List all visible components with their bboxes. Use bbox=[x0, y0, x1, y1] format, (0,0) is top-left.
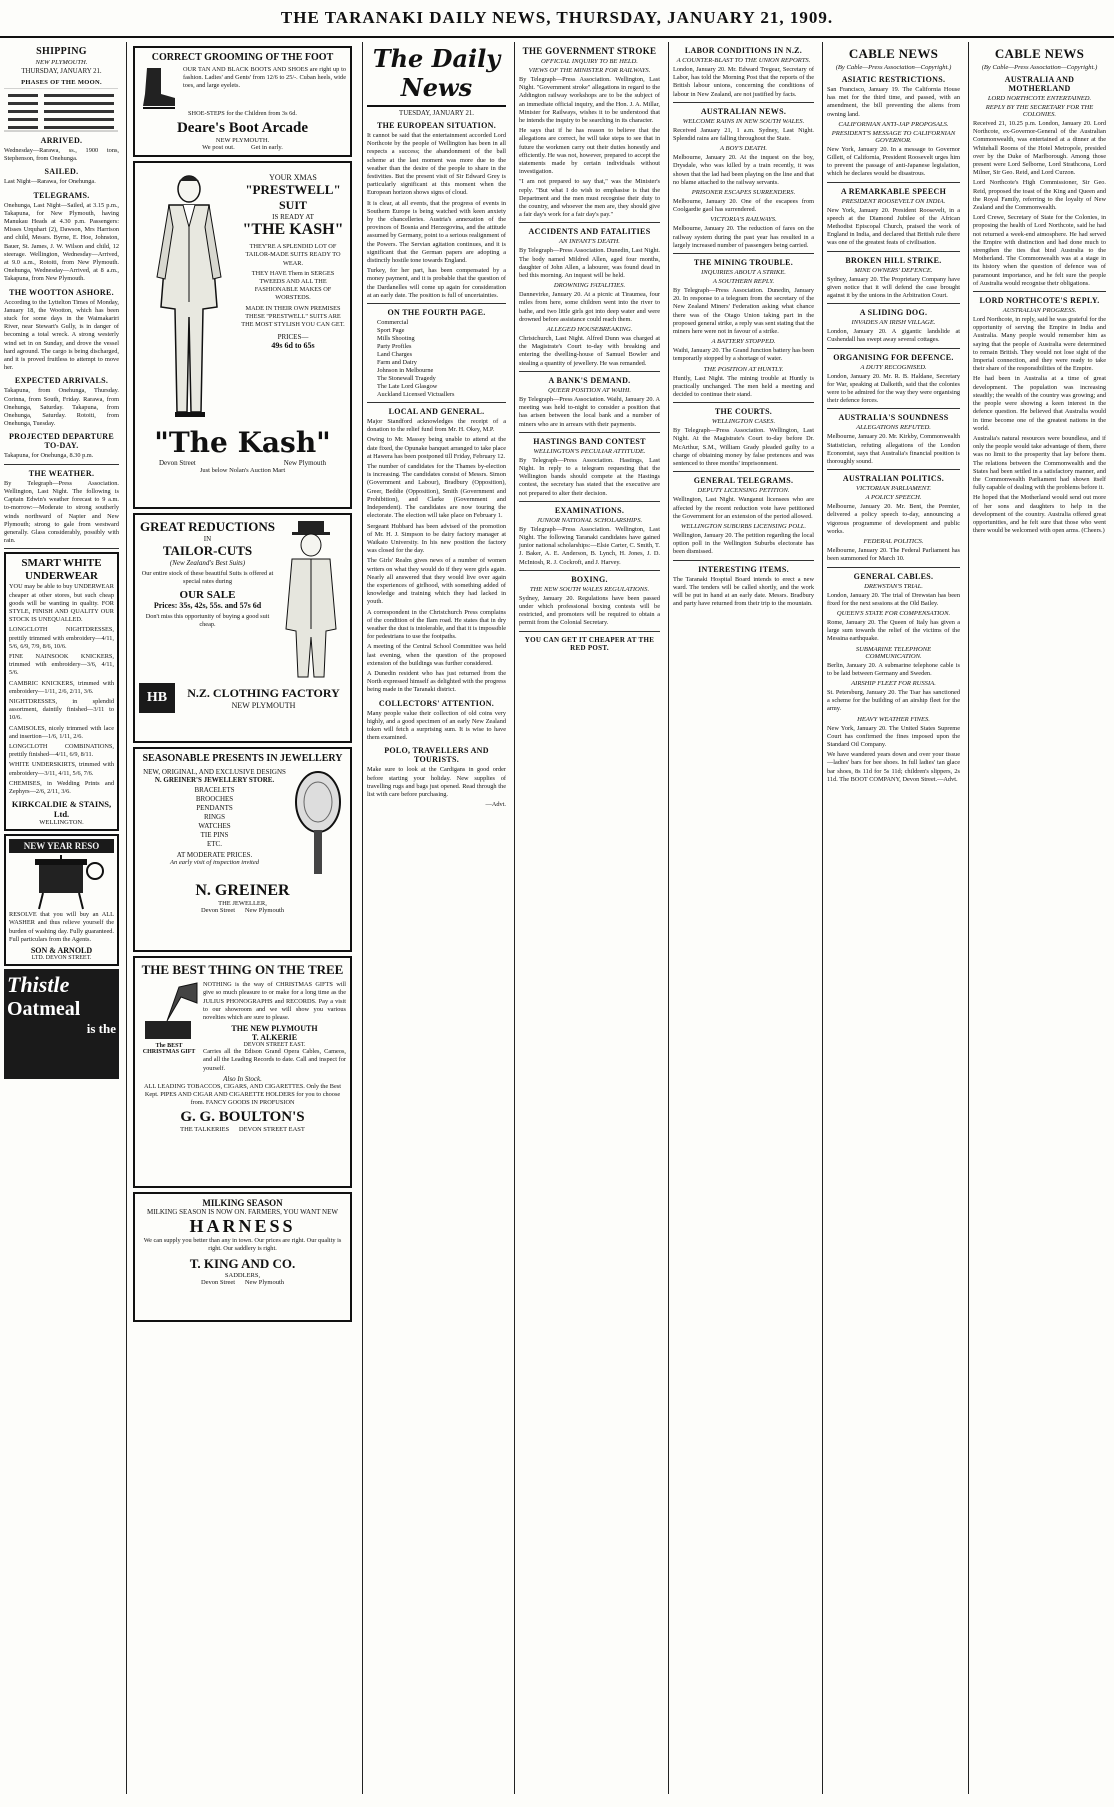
suburbs-poll-sub: WELLINGTON SUBURBS LICENSING POLL. bbox=[680, 522, 807, 530]
interesting-paragraph: The Taranaki Hospital Board intends to erect a new ward. The tenders will be called shortly, and the work will be put in hand at an early date. Messrs. Bradbury and party have returned from their trip to the mountain. bbox=[673, 575, 814, 608]
nz-factory-name: N.Z. CLOTHING FACTORY bbox=[187, 686, 340, 701]
northcote-reply-heading: LORD NORTHCOTE'S REPLY. bbox=[979, 296, 1100, 306]
cable-paragraph: London, January 20. The trial of Drewstan has been fixed for the next sessions at the Old Bailey. bbox=[827, 591, 960, 607]
cable-news-heading: CABLE NEWS bbox=[848, 46, 939, 61]
travellers-heading: POLO, TRAVELLERS AND TOURISTS. bbox=[384, 746, 489, 765]
column-cable-news bbox=[822, 42, 964, 1794]
cable-news-heading-2: CABLE NEWS bbox=[994, 46, 1085, 61]
hb-logo: HB bbox=[139, 683, 175, 713]
interesting-items-heading: INTERESTING ITEMS. bbox=[698, 564, 789, 574]
clothing-factory-ad bbox=[133, 513, 352, 743]
grooming-text: OUR TAN AND BLACK BOOTS AND SHOES are right up to fashion. Ladies' and Gents' from 12/6 to 25/-. Cuban heels, wide toes, and large eyelets. bbox=[183, 66, 346, 90]
australian-news-heading: AUSTRALIAN NEWS. bbox=[700, 106, 787, 116]
anti-jap-sub: CALIFORNIAN ANTI-JAP PROPOSALS. bbox=[838, 120, 949, 128]
local-general-heading: LOCAL AND GENERAL. bbox=[388, 407, 485, 417]
expected-text: Takapuna, from Onehunga, Thursday. Corinna, from South, Friday. Rarawa, from Onehunga, Saturday. Takapuna, from Onehunga, Saturday. Rotoiti, from Onehunga, Tuesday. bbox=[4, 387, 119, 428]
accidents-paragraph: By Telegraph—Press Association. Dunedin, Last Night. The body named Mildred Allen, aged four months, daughter of John Allen, a labourer, was found dead in bed this morning. An inquest will be held. bbox=[519, 247, 660, 280]
cigars-text: ALL LEADING TOBACCOS, CIGARS, AND CIGARETTES. Only the Best Kept. PIPES AND CIGAR AND CIGARETTE HOLDERS for you to choose from. FANCY GOODS IN PROFUSION bbox=[143, 1082, 341, 1107]
best-thing-heading: THE BEST THING ON THE TREE bbox=[141, 962, 344, 978]
boulton-name: G. G. BOULTON'S bbox=[180, 1109, 305, 1126]
tide-table bbox=[4, 88, 118, 132]
jewellery-item: BROOCHES bbox=[195, 795, 234, 804]
fourth-page-heading: ON THE FOURTH PAGE. bbox=[387, 308, 486, 318]
local-paragraph: A meeting of the Central School Committee was held last evening, when the question of the proposed extension of the buildings was further considered. bbox=[367, 643, 506, 667]
northcote-paragraph: He had been in Australia at a time of great development. The population was increasing steadily; the wealth of the country was growing; and the people were showing a keen interest in the defence question. He believed that Australia would in time become one of the greatest nations in the world. bbox=[973, 375, 1106, 432]
australian-paragraph: Melbourne, January 20. The reduction of fares on the railway system during the past year has resulted in a largely increased number of passengers being carried. bbox=[673, 225, 814, 249]
soundness-heading: AUSTRALIA'S SOUNDNESS bbox=[838, 413, 949, 423]
australian-paragraph: Received January 21, 1 a.m. Sydney, Last Night. Splendid rains are falling throughout the State. bbox=[673, 126, 814, 143]
moon-heading: PHASES OF THE MOON. bbox=[21, 79, 102, 86]
housebreaking-sub: ALLEGED HOUSEBREAKING. bbox=[546, 326, 633, 334]
kash-location: Just below Nolan's Auction Mart bbox=[199, 467, 286, 475]
phonograph-icon bbox=[139, 981, 199, 1043]
kash-prestwell: "PRESTWELL" bbox=[245, 182, 341, 198]
underwear-heading: SMART WHITE UNDERWEAR bbox=[21, 557, 102, 583]
bank-paragraph: By Telegraph—Press Association. Waihi, January 20. A meeting was held to-night to consider a position that has arisen between the local bank and a number of miners who are in arrears with their payments. bbox=[519, 395, 660, 428]
local-paragraph: Owing to Mr. Massey being unable to attend at the date fixed, the Opunake banquet arranged to take place at Hawera has been postponed till Friday, February 12. bbox=[367, 436, 506, 460]
kash-text-2: THEY HAVE Them in SERGES TWEEDS AND ALL THE FASHIONABLE MAKES OF WORSTEDS. bbox=[251, 269, 335, 302]
boxing-heading: BOXING. bbox=[571, 574, 608, 584]
courts-heading: THE COURTS. bbox=[714, 407, 773, 417]
cable-paragraph: Rome, January 20. The Queen of Italy has given a large sum towards the relief of the victims of the Messina earthquake. bbox=[827, 618, 960, 643]
underwear-item: CHEMISES, in Wedding Prints and Zephyrs—2/6, 2/11, 3/6. bbox=[9, 779, 114, 795]
cable-paragraph: Sydney, January 20. The Proprietary Company have given notice that it will defend the case brought against it by the unions in the Arbitration Court. bbox=[827, 275, 960, 300]
band-contest-heading: HASTINGS BAND CONTEST bbox=[533, 436, 646, 446]
cable-paragraph: New York, January 20. The United States Supreme Court has confirmed the fines imposed upon the Standard Oil Company. bbox=[827, 724, 960, 748]
motherland-paragraph: Lord Northcote's High Commissioner, Sir Geo. Reid, proposed the toast of the King and Queen and the Royal Family, referring to the loyalty of New Zealand and the Commonwealth. bbox=[973, 179, 1106, 212]
band-contest-sub: WELLINGTON'S PECULIAR ATTITUDE. bbox=[533, 447, 646, 455]
kash-suit: SUIT bbox=[278, 198, 307, 213]
collectors-text: Many people value their collection of old coins very highly, and a good specimen of an early New Zealand token will fetch a surprising sum. It is wise to have them examined. bbox=[367, 709, 506, 742]
rains-sub: WELCOME RAINS IN NEW SOUTH WALES. bbox=[682, 117, 805, 125]
daily-news-title: The Daily News bbox=[367, 42, 506, 107]
northcote-paragraph: Australia's natural resources were boundless, and if only the people would take advantage of them, there was no limit to the prosperity that lay before them. The relations between the Commonwealth and the States had been settled in a satisfactory manner, and the Commonwealth Parliament had shown itself fully capable of dealing with the problems before it. bbox=[973, 434, 1106, 492]
best-text-2: Carries all the Edison Grand Opera Cables, Cameos, and all the Leading Records to date. Call and inspect for yourself. bbox=[203, 1048, 346, 1072]
weather-heading: THE WEATHER. bbox=[28, 468, 95, 478]
king-name: T. KING AND CO. bbox=[189, 1255, 296, 1271]
huntly-sub: THE POSITION AT HUNTLY. bbox=[703, 365, 784, 373]
underwear-item: LONGCLOTH COMBINATIONS, prettily finished—4/11, 6/9, 8/11. bbox=[9, 742, 114, 759]
jewellery-ad bbox=[133, 747, 352, 952]
contents-item: Party Profiles bbox=[377, 343, 412, 351]
masthead-title: THE TARANAKI DAILY NEWS, THURSDAY, JANUARY 21, 1909. bbox=[280, 8, 834, 27]
bank-heading: A BANK'S DEMAND. bbox=[548, 375, 631, 385]
newyear-heading: NEW YEAR RESO bbox=[9, 839, 114, 853]
best-heading-2: THE NEW PLYMOUTH bbox=[231, 1024, 318, 1034]
boulton-address: THE TALKERIES DEVON STREET EAST bbox=[180, 1126, 305, 1134]
kash-intro: YOUR XMAS bbox=[269, 173, 317, 183]
sale-prices: Prices: 35s, 42s, 55s. and 57s 6d bbox=[153, 600, 262, 610]
cable-paragraph: St. Petersburg, January 20. The Tsar has sanctioned a scheme for the building of an airship fleet for the army. bbox=[827, 688, 960, 713]
jewellery-item: RINGS bbox=[203, 813, 225, 822]
local-paragraph: Sergeant Hubbard has been advised of the promotion of Mr. H. J. Simpson to be dairy factory manager at Waikato University. In his new position the factory was closed for the day. bbox=[367, 522, 506, 555]
australian-progress-sub: AUSTRALIAN PROGRESS. bbox=[1002, 307, 1077, 315]
kash-prices: 49s 6d to 65s bbox=[271, 341, 315, 351]
sailed-heading: SAILED. bbox=[44, 167, 79, 177]
jewellery-item: TIE PINS bbox=[200, 831, 229, 840]
boot-arcade-ad bbox=[133, 46, 352, 157]
boys-death-sub: A BOY'S DEATH. bbox=[719, 145, 768, 153]
victorian-parliament-sub: VICTORIAN PARLIAMENT. bbox=[855, 485, 932, 493]
govt-stroke-heading: THE GOVERNMENT STROKE bbox=[522, 46, 657, 56]
remarkable-speech-heading: A REMARKABLE SPEECH bbox=[840, 186, 947, 196]
reductions-text: Our entire stock of these beautiful Suits is offered at special rates during bbox=[141, 570, 274, 586]
contents-item: The Stonewall Tragedy bbox=[377, 375, 436, 383]
grooming-heading: CORRECT GROOMING OF THE FOOT bbox=[151, 52, 334, 63]
federal-politics-sub: FEDERAL POLITICS. bbox=[863, 538, 924, 546]
railways-sub: VICTORIA'S RAILWAYS. bbox=[710, 216, 777, 224]
editorial-date: TUESDAY, JANUARY 21. bbox=[399, 110, 474, 117]
shipping-port: NEW PLYMOUTH. bbox=[35, 59, 88, 66]
phonograph-ad bbox=[133, 956, 352, 1188]
column-advertisements bbox=[126, 42, 358, 1794]
cable-paragraph: Melbourne, January 20. Mr. Bent, the Premier, delivered a policy speech to-day, announcing a vigorous programme of development and public works. bbox=[827, 503, 960, 535]
telegrams-text: Onehunga, Last Night—Sailed, at 3.15 p.m., Takapuna, for New Plymouth, having Manukau Heads at 4.30 p.m. Passengers: Misses Urquhart (2), Dawson, Mrs Harrison and child, Messrs. Byrne, E. Hoe, Johnston, Bauer, St. James, J. W. Wilson and child, 12 steerage. Wellington, Wednesday—Arrived, at 9.0 a.m., Rotoiti, from New Plymouth. Onehunga, Wednesday—Arrived, at 8 a.m., Takapuna, from New Plymouth. bbox=[4, 201, 119, 283]
fines-sub: HEAVY WEATHER FINES. bbox=[857, 715, 930, 723]
licensing-petition-sub: DEPUTY LICENSING PETITION. bbox=[697, 487, 790, 495]
oatmeal-word: Oatmeal bbox=[7, 998, 81, 1020]
cable-news-sub-2: (By Cable—Press Association—Copyright.) bbox=[981, 64, 1098, 71]
southern-reply-sub: A SOUTHERN REPLY. bbox=[712, 278, 775, 286]
boot-icon bbox=[139, 66, 179, 110]
cable-paragraph: San Francisco, January 19. The California House has met for the third time, and passed, with an amendment, the bill preventing the aliens from owning land. bbox=[827, 86, 960, 118]
contents-item: Farm and Dairy bbox=[377, 359, 417, 367]
column-shipping bbox=[4, 42, 122, 1794]
deare-name: Deare's Boot Arcade bbox=[176, 120, 309, 137]
kash-text-1: THEY'RE A SPLENDID LOT OF TAILOR-MADE SUITS READY TO WEAR. bbox=[245, 243, 341, 267]
kash-ready: IS READY AT bbox=[272, 213, 314, 222]
jewellery-inspect: An early visit of inspection invited bbox=[170, 859, 259, 867]
jewellery-item: BRACELETS bbox=[194, 786, 235, 795]
hand-mirror-illustration bbox=[290, 768, 346, 878]
jewellery-intro: NEW, ORIGINAL, AND EXCLUSIVE DESIGNS bbox=[143, 768, 286, 777]
defence-heading: ORGANISING FOR DEFENCE. bbox=[833, 352, 954, 362]
cable-paragraph: New York, January 20. In a message to Governor Gillett, of California, President Roosevelt urges him to prevent the passage of anti-Japanese legislation, which he declares would be disastrous. bbox=[827, 145, 960, 178]
contents-item: Sport Page bbox=[377, 327, 405, 335]
travellers-text: Make sure to look at the Cardigans in good order before starting your holiday. New supplies of travelling rugs and bags just opened. Read through the list with care before purchasing. bbox=[367, 766, 506, 798]
deare-address: NEW PLYMOUTH. bbox=[215, 137, 270, 145]
underwear-item: CAMBRIC KNICKERS, trimmed with embroidery—1/11, 2/6, 2/11, 3/6. bbox=[9, 679, 114, 695]
washing-machine-icon bbox=[9, 853, 119, 911]
arrived-text: Wednesday—Rarawa, ss., 1900 tons, Stephenson, from Onehunga. bbox=[4, 147, 119, 163]
kash-prices-heading: PRICES— bbox=[277, 333, 309, 342]
sliding-bog-heading: A SLIDING DOG. bbox=[859, 308, 928, 318]
asiatic-heading: ASIATIC RESTRICTIONS. bbox=[841, 75, 946, 84]
sailed-text: Last Night—Rarawa, for Onehunga. bbox=[4, 178, 96, 186]
jewellery-store: N. GREINER'S JEWELLERY STORE. bbox=[154, 776, 275, 785]
northcote-paragraph: He hoped that the Motherland would send out more of her sons and daughters to help in the development of the country. Australia offered great opportunities, and he felt sure that those who went there would be welcomed with open arms. (Cheers.) bbox=[973, 494, 1106, 535]
jewellery-item: WATCHES bbox=[198, 822, 231, 831]
thistle-ad bbox=[4, 969, 119, 1079]
advt-mark: —Advt. bbox=[485, 801, 506, 809]
kirkcaldie-name: KIRKCALDIE & STAINS, Ltd. bbox=[11, 799, 112, 820]
weather-text: By Telegraph—Press Association. Wellington, Last Night. The following is Captain Edwin's weather forecast to 9 a.m. to-morrow:—Moderate to strong southerly winds northward of Napier and New Plymouth; strong to gale from westward generally. Glass considerably, possibly with rain. bbox=[4, 479, 119, 545]
examinations-paragraph: By Telegraph—Press Association. Wellington, Last Night. The following Taranaki candidates have gained junior national scholarships:—Elsie Carter, C. Smith, T. J. Baker, A. E. Anderson, B. Lynch, H. Jones, J. D. McIntosh, R. J. Cockroft, and J. Harvey. bbox=[519, 525, 660, 566]
best-address: DEVON STREET EAST. bbox=[243, 1042, 306, 1049]
kash-town: New Plymouth bbox=[283, 459, 326, 468]
sonarnold-name: SON & ARNOLD bbox=[30, 946, 93, 955]
reductions-in: IN bbox=[203, 535, 212, 544]
harness-word: HARNESS bbox=[189, 1216, 296, 1237]
band-contest-paragraph: By Telegraph—Press Association. Hastings, Last Night. In reply to a telegram requesting that the Wellington bands should compete at the Hastings contest, the secretary has stated that the executive are not prepared to alter their decision. bbox=[519, 456, 660, 497]
mining-paragraph: Huntly, Last Night. The mining trouble at Huntly is practically unchanged. The men held a meeting and decided to continue their stand. bbox=[673, 374, 814, 399]
contents-item: Johnson in Melbourne bbox=[377, 367, 434, 375]
labor-sub: A COUNTER-BLAST TO THE UNION REPORTS. bbox=[676, 57, 811, 64]
accidents-heading: ACCIDENTS AND FATALITIES bbox=[528, 227, 651, 237]
strike-sub: INQUIRIES ABOUT A STRIKE. bbox=[701, 269, 786, 277]
jewellery-item: PENDANTS bbox=[196, 804, 233, 813]
general-cables-heading: GENERAL CABLES. bbox=[853, 571, 934, 581]
projected-heading: PROJECTED DEPARTURE TO-DAY. bbox=[8, 432, 115, 451]
harness-ad bbox=[133, 1192, 352, 1322]
jewellery-item: ETC. bbox=[207, 840, 222, 849]
underwear-item: LONGCLOTH NIGHTDRESSES, prettily trimmed with embroidery—4/11, 5/6, 6/9, 7/9, 8/6, 10/6. bbox=[9, 626, 114, 650]
prisoner-sub: PRISONER ESCAPES SURRENDERS. bbox=[691, 189, 796, 197]
motherland-paragraph: Received 21, 10.25 p.m. London, January 20. Lord Northcote, ex-Governor-General of the Australian Commonwealth, was entertained at a dinner at the Whitehall Rooms of the Hotel Metropole, presided over by the Duke of Marlborough. Among those present were Lord Selborne, Lord Strathcona, Lord Milner, Sir Geo. Reid, and Lord Curzon. bbox=[973, 120, 1106, 177]
presidents-message-sub: PRESIDENT'S MESSAGE TO CALIFORNIAN GOVERNOR. bbox=[831, 129, 956, 144]
roosevelt-india-sub: PRESIDENT ROOSEVELT ON INDIA. bbox=[841, 197, 946, 205]
underwear-ad bbox=[4, 552, 119, 831]
wootton-heading: THE WOOTTON ASHORE. bbox=[9, 287, 114, 297]
battery-sub: A BATTERY STOPPED. bbox=[711, 338, 776, 346]
arrived-heading: ARRIVED. bbox=[40, 136, 83, 145]
compensation-sub: QUEEN'S STATE FOR COMPENSATION. bbox=[836, 609, 951, 617]
govt-paragraph: He says that if he has reason to believe that the allegations are correct, he will take steps to see that in future the workmen carry out their duties honestly and efficiently. He was not, however, prepared to accept the statements made by certain individuals without investigation. bbox=[519, 127, 660, 176]
bank-sub: QUEER POSITION AT WAIHI. bbox=[548, 386, 631, 394]
kash-text-3: MADE IN THEIR OWN PREMISES THESE "PRESTWELL" SUITS ARE THE MOST STYLISH YOU CAN GET. bbox=[241, 304, 345, 329]
jewellery-prices: AT MODERATE PRICES. bbox=[176, 851, 253, 860]
greiner-sub: THE JEWELLER, bbox=[218, 900, 267, 908]
courts-paragraph: By Telegraph—Press Association. Wellington, Last Night. At the Magistrate's Court to-day before Dr. McArthur, S.M., William Grady pleaded guilty to a charge of obtaining money by false pretences and was sentenced to three months' imprisonment. bbox=[673, 427, 814, 468]
projected-text: Takapuna, for Onehunga, 8.30 p.m. bbox=[4, 452, 94, 460]
shipping-date: THURSDAY, JANUARY 21. bbox=[21, 68, 102, 75]
mine-owners-sub: MINE OWNERS' DEFENCE. bbox=[854, 266, 933, 274]
contents-item: Land Charges bbox=[377, 351, 413, 359]
irish-village-sub: INVADES AN IRISH VILLAGE. bbox=[851, 319, 936, 327]
reductions-heading: GREAT REDUCTIONS bbox=[140, 519, 275, 535]
allegations-sub: ALLEGATIONS REFUTED. bbox=[856, 424, 931, 432]
local-paragraph: The number of candidates for the Thames by-election is increasing. The candidates consist of Messrs. Simon (Government and Labour), Bradbury (Opposition), Greer, Beddie (Opposition), Smith (Government and Prohibition), and Clarke (Government and Independent). The candidates are now touring the electorate. The election will take place on February 1. bbox=[367, 463, 506, 520]
sale-note: Don't miss this opportunity of buying a good suit cheap. bbox=[145, 612, 270, 628]
mining-heading: THE MINING TROUBLE. bbox=[693, 258, 794, 268]
milking-heading: MILKING SEASON bbox=[202, 1198, 283, 1209]
king-address: Devon Street New Plymouth bbox=[200, 1278, 285, 1286]
boot-company-ad: We have wandered years down and over your tissue—ladies' bars for bee shoes. In full ladies' tan glace bar shoes, 8s 11d for 5s 11d; children's slippers, 2s 11d. The BOOT COMPANY, Devon Street.—Advt. bbox=[827, 751, 960, 783]
local-paragraph: The Girls' Realm gives news of a number of women writers on what they would do if they were girls again. Nearly all answered that they would live over again the experiences of girlhood, with something added of knowledge and training which they had lacked in youth. bbox=[367, 557, 506, 606]
editorial-paragraph: Turkey, for her part, has been compensated by a money payment, and it is probable that the question of the Dardanelles will come up again for consideration at an early date. The position is full of uncertainties. bbox=[367, 267, 506, 299]
underwear-item: FINE NAINSOOK KNICKERS, trimmed with embroidery—3/6, 4/11, 5/6. bbox=[9, 652, 114, 677]
examinations-heading: EXAMINATIONS. bbox=[554, 505, 625, 515]
suited-man-illustration bbox=[139, 167, 237, 422]
tailor-cuts-heading: TAILOR-CUTS bbox=[162, 543, 253, 559]
mining-paragraph: Waihi, January 20. The Grand Junction battery has been temporarily stopped by a shortage of water. bbox=[673, 347, 815, 363]
collectors-heading: COLLECTORS' ATTENTION. bbox=[378, 698, 495, 708]
king-sub: SADDLERS, bbox=[224, 1271, 261, 1279]
thistle-brand: Thistle bbox=[7, 972, 70, 997]
contents-item: Mills Shooting bbox=[377, 335, 415, 343]
deare-tagline: We post out. Get in early. bbox=[202, 144, 283, 152]
govt-stroke-sub: OFFICIAL INQUIRY TO BE HELD. bbox=[541, 58, 638, 65]
contents-item: Auckland Licensed Victuallers bbox=[377, 391, 455, 399]
australian-paragraph: Melbourne, January 20. One of the escapees from Coolgardie gaol has surrendered. bbox=[673, 198, 814, 214]
masthead bbox=[0, 0, 1114, 38]
shipping-heading: SHIPPING bbox=[36, 46, 87, 57]
govt-paragraph: "I am not prepared to say that," was the Minister's reply. "But what I do wish to emphasise is that the Department and the men must recognise their duty to the country, and whoever the men are, they should give a fair day's work for a fair day's pay." bbox=[519, 178, 660, 219]
grooming-extra: SHOE-STEPS for the Children from 3s 6d. bbox=[188, 110, 297, 117]
local-paragraph: Major Standford acknowledges the receipt of a donation to the relief fund from Mr. H. Okey, M.P. bbox=[367, 418, 506, 434]
column-government-stroke bbox=[514, 42, 664, 1794]
cable-paragraph: London, January 20. Mr. R. B. Haldane, Secretary for War, speaking at Dalkeith, said that the colonies were to be admired for the way they were organising their defence forces. bbox=[827, 372, 960, 405]
cable-paragraph: New York, January 20. President Roosevelt, in a speech at the Diamond Jubilee of the African Methodist Episcopal Church, praised the work of England in India, and declared that British rule there was one of the greatest feats of civilisation. bbox=[827, 206, 960, 247]
motherland-paragraph: Lord Crewe, Secretary of State for the Colonies, in proposing the health of Lord Northcote, said he had not returned a week-end atmosphere. He had served the Empire with distinction and had done much to strengthen the ties that bind Australia to the Motherland. The Commonwealth was at a stage in its history when the question of defence was of paramount importance, and he felt sure the people of Australia would recognise their obligations. bbox=[973, 214, 1106, 287]
scholarships-sub: JUNIOR NATIONAL SCHOLARSHIPS. bbox=[536, 516, 643, 524]
telegrams-paragraph: Wellington, Last Night. Wanganui licensees who are affected by the recent reduction vote have petitioned the Government for an extension of the period allowed. bbox=[673, 496, 814, 520]
kash-name: "THE KASH" bbox=[242, 221, 344, 239]
cable-paragraph: London, January 20. A gigantic landslide at Cushendall has swept away several cottages. bbox=[827, 328, 960, 344]
drowning-sub: DROWNING FATALITIES. bbox=[553, 282, 626, 290]
best-gift-label: The BEST CHRISTMAS GIFT bbox=[142, 1043, 196, 1056]
washer-ad bbox=[4, 834, 119, 966]
greiner-address: Devon Street New Plymouth bbox=[200, 907, 285, 915]
washer-text: RESOLVE that you will buy an ALL WASHER and thus relieve yourself the burden of washing day. Fully guaranteed. Full particulars from the Agents. bbox=[9, 911, 114, 943]
cable-paragraph: Melbourne, January 20. Mr. Kirkby, Commonwealth Statistician, refuting allegations of the London Economist, says that Australia's financial position is thoroughly sound. bbox=[827, 433, 960, 466]
local-paragraph: A correspondent in the Christchurch Press complains of the condition of the Ilam road. He states that in dry weather the dust is intolerable, and that it is impossible for pedestrians to use the footpaths. bbox=[367, 608, 506, 641]
northcote-paragraph: Lord Northcote, in reply, said he was grateful for the opportunity of serving the Empire in India and Australia. Many people would remember him as saying that the people of Australia were determined to remain British. They would not lose sight of the Imperial connection, and they were ready to take their share of the responsibilities of the Empire. bbox=[973, 316, 1106, 373]
govt-paragraph: By Telegraph—Press Association. Wellington, Last Night. "Government stroke" allegations in regard to the Addington railway workshops are to be the subject of an immediate official inquiry, and the Hon. J. A. Millar, Minister for Railways, wishes it to be understood that he intends the inquiry to be searching in its character. bbox=[519, 76, 660, 125]
airship-sub: AIRSHIP FLEET FOR RUSSIA. bbox=[851, 679, 936, 687]
australian-politics-heading: AUSTRALIAN POLITICS. bbox=[842, 474, 945, 484]
general-telegrams-heading: GENERAL TELEGRAMS. bbox=[693, 476, 794, 486]
labor-paragraph: London, January 20. Mr. Edward Tregear, Secretary of Labor, has told the Morning Post that the reports of the British labour unions, concerning the conditions of labour in New Zealand, are not justified by facts. bbox=[673, 66, 814, 98]
thistle-tagline: is the bbox=[86, 1021, 116, 1036]
wellington-cases-sub: WELLINGTON CASES. bbox=[711, 418, 776, 426]
underwear-intro: YOU may be able to buy UNDERWEAR cheaper at other stores, but such cheap goods will be wanting in quality. FOR STYLE, FINISH AND QUALITY OUR STOCK IS UNEQUALLED. bbox=[9, 583, 114, 624]
motherland-heading: AUSTRALIA AND MOTHERLAND bbox=[1004, 75, 1075, 93]
kash-street: Devon Street bbox=[159, 459, 196, 468]
telephone-sub: SUBMARINE TELEPHONE COMMUNICATION. bbox=[855, 645, 932, 660]
policy-speech-sub: A POLICY SPEECH. bbox=[865, 494, 922, 502]
mining-paragraph: By Telegraph—Press Association. Dunedin, January 20. In response to a telegram from the secretary of the New Zealand Miners' Federation asking what chance there was of the Otago Union taking part in the proposed general strike, a reply was sent stating that the miners here were not in favour of a strike. bbox=[673, 287, 814, 336]
cable-paragraph: Berlin, January 20. A submarine telephone cable is to be laid between Germany and Sweden. bbox=[827, 661, 960, 677]
telegrams-paragraph: Wellington, January 20. The petition regarding the local option poll in the Wellington Suburbs electorate has been dismissed. bbox=[673, 531, 814, 556]
editorial-paragraph: It is clear, at all events, that the progress of events in Southern Europe is being watched with keen anxiety by the chancelleries. Austria's annexation of the provinces of Bosnia and Herzegovina, and the attitude assumed by Germany, point to a serious realignment of the Powers. The Servian agitation continues, and it is significant that the German papers are adopting a distinctly hostile tone towards England. bbox=[367, 199, 506, 265]
secretary-reply-sub: REPLY BY THE SECRETARY FOR THE COLONIES. bbox=[985, 104, 1094, 118]
greiner-name: N. GREINER bbox=[195, 882, 290, 900]
labor-heading: LABOR CONDITIONS IN N.Z. bbox=[684, 46, 803, 55]
cable-paragraph: Melbourne, January 20. The Federal Parliament has been summoned for March 10. bbox=[827, 547, 960, 563]
telegrams-heading: TELEGRAMS. bbox=[33, 190, 90, 200]
sonarnold-sub: LTD. DEVON STREET. bbox=[31, 955, 92, 961]
best-text: NOTHING is the way of CHRISTMAS GIFTS will give so much pleasure to or make for a long time as the JULIUS PHONOGRAPHS and RECORDS. Pay a visit to our showroom and we will show you various novelties which are sure to please. bbox=[203, 981, 346, 1022]
underwear-item: CAMISOLES, nicely trimmed with lace and insertion—1/6, 1/11, 2/6. bbox=[9, 724, 114, 740]
broken-hill-heading: BROKEN HILL STRIKE. bbox=[845, 255, 942, 265]
best-heading-3: T. ALKERIE bbox=[251, 1033, 298, 1043]
expected-heading: EXPECTED ARRIVALS. bbox=[14, 376, 109, 386]
duty-sub: A DUTY RECOGNISED. bbox=[860, 363, 927, 371]
accidents-paragraph: Dannevirke, January 20. At a picnic at Tiraumea, four miles from here, some children went into the river to bathe, and two little girls got into deep water and were drowned before assistance could reach them. bbox=[519, 291, 660, 323]
trial-sub: DREWSTAN'S TRIAL. bbox=[864, 582, 923, 590]
man-in-hat-illustration bbox=[276, 519, 346, 679]
contents-item: The Late Lord Glasgow bbox=[377, 383, 438, 391]
also-in-stock: Also In Stock. bbox=[223, 1074, 262, 1083]
underwear-item: NIGHTDRESSES, in splendid assortment, daintily finished—3/11 to 10/6. bbox=[9, 697, 114, 722]
underwear-item: WHITE UNDERSKIRTS, trimmed with embroidery—3/11, 4/11, 5/6, 7/6. bbox=[9, 761, 114, 777]
harness-text: We can supply you better than any in town. Our prices are right. Our quality is right. Our saddlery is right. bbox=[143, 1237, 342, 1253]
cable-news-sub: (By Cable—Press Association—Copyright.) bbox=[835, 64, 952, 71]
milking-text: MILKING SEASON IS NOW ON. FARMERS, YOU WANT NEW bbox=[147, 1208, 338, 1217]
kirkcaldie-town: WELLINGTON. bbox=[39, 819, 84, 827]
column-cable-news-2 bbox=[968, 42, 1110, 1794]
boxing-sub: THE NEW SOUTH WALES REGULATIONS. bbox=[529, 585, 650, 593]
column-labor-news bbox=[668, 42, 818, 1794]
infant-death-sub: AN INFANT'S DEATH. bbox=[559, 238, 620, 246]
local-paragraph: A Dunedin resident who has just returned from the North expressed himself as delighted with the progress being made in the Taranaki district. bbox=[367, 669, 506, 694]
boxing-paragraph: Sydney, January 20. Regulations have been passed under which professional boxing contests will be restricted, and promoters will be required to obtain a permit from the Colonial Secretary. bbox=[519, 594, 660, 627]
kash-ad bbox=[133, 161, 352, 509]
our-sale: OUR SALE bbox=[179, 588, 236, 601]
northcote-sub: LORD NORTHCOTE ENTERTAINED. bbox=[987, 95, 1092, 102]
govt-stroke-sub-2: VIEWS OF THE MINISTER FOR RAILWAYS. bbox=[528, 67, 651, 74]
red-post-ad: YOU CAN GET IT CHEAPER AT THE RED POST. bbox=[524, 635, 655, 652]
nz-factory-town: NEW PLYMOUTH bbox=[231, 701, 296, 711]
accidents-paragraph: Christchurch, Last Night. Alfred Dunn was charged at the Magistrate's Court to-day with breaking and entering the dwelling-house of Samuel Bowler and stealing a quantity of jewellery. He was remanded. bbox=[519, 335, 660, 367]
editorial-heading: THE EUROPEAN SITUATION. bbox=[377, 121, 496, 130]
wootton-text: According to the Lyttelton Times of Monday, January 18, the Wootton, which has been stuck for some days in the Waimakariri River, near Stewart's Gully, is in danger of becoming a total wreck. A strong westerly wind set in on Sunday, and drove the vessel hard aground. The cargo is being discharged, and it is proved fruitless to attempt to move her. bbox=[4, 298, 119, 372]
reductions-sub: (New Zealand's Best Suits) bbox=[169, 559, 246, 568]
kash-logo: "The Kash" bbox=[154, 426, 331, 460]
contents-item: Commercial bbox=[377, 319, 409, 327]
column-editorial bbox=[362, 42, 510, 1794]
australian-paragraph: Melbourne, January 20. At the inquest on the boy, Drysdale, who was killed by a train recently, it was shown that the lad had been playing on the line and that no blame attached to the railway servants. bbox=[673, 154, 814, 186]
editorial-paragraph: It cannot be said that the entertainment accorded Lord Northcote by the people of Wellington has been in all respects a success; the abandonment of the ball scheme at the last moment was more due to the weather than the desire of the people to share in the festivities. But the present visit of Sir Edward Grey is particularly significant at this moment when the European horizon shows signs of cloud. bbox=[367, 132, 506, 197]
jewellery-heading: SEASONABLE PRESENTS IN JEWELLERY bbox=[142, 753, 343, 765]
